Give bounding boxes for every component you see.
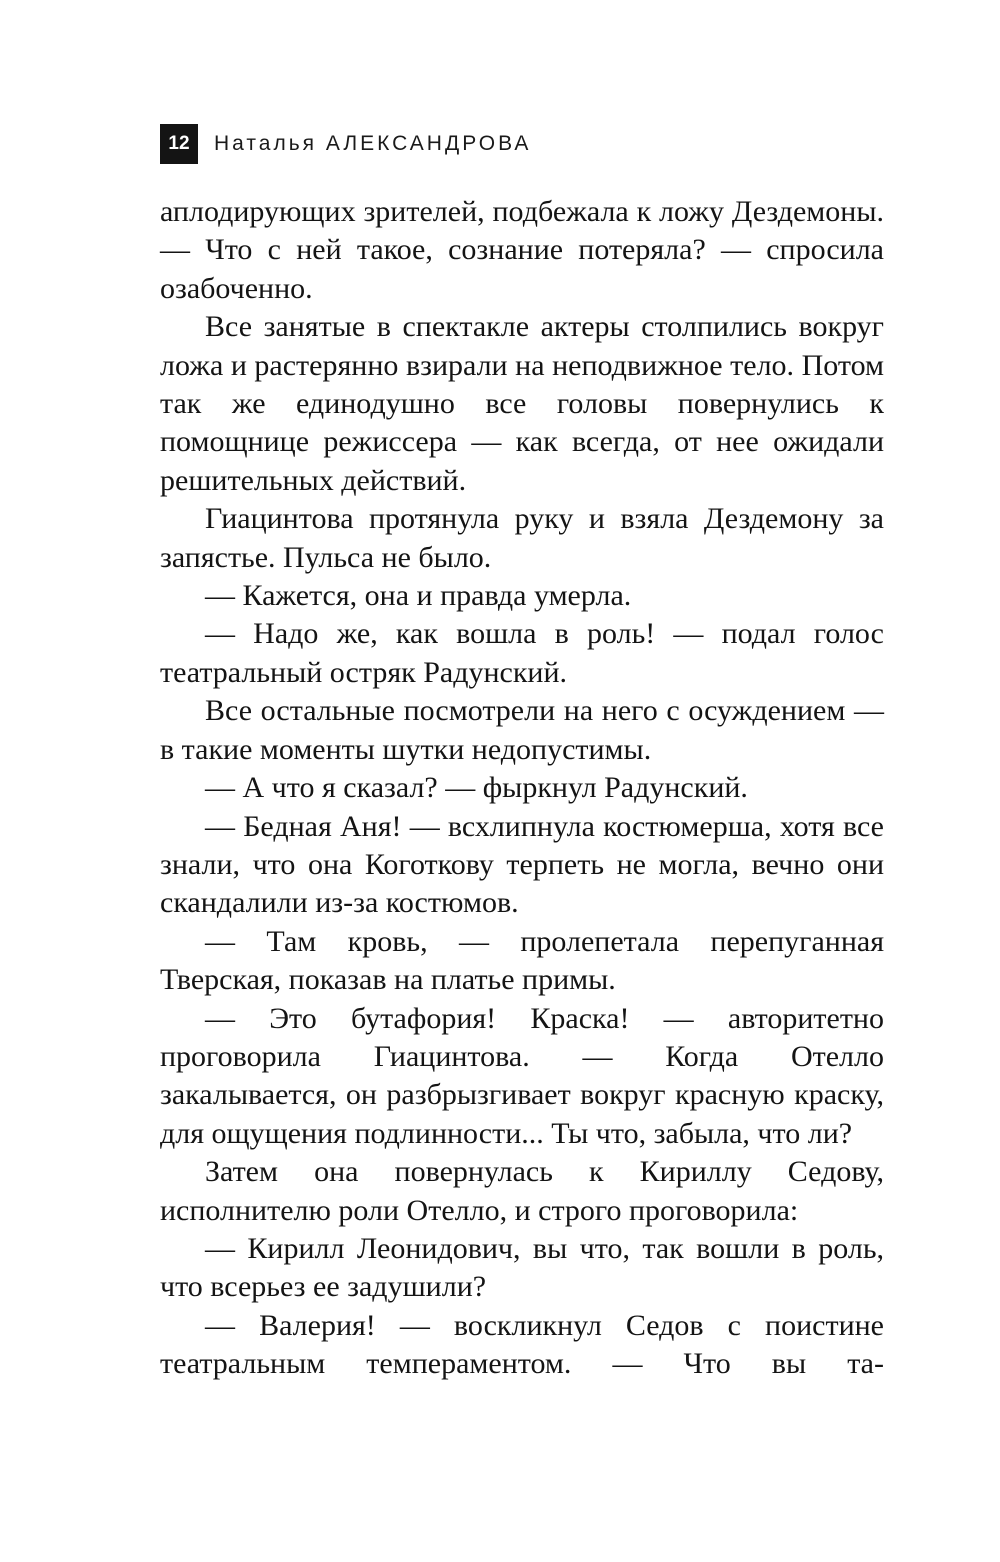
running-head-author: Наталья АЛЕКСАНДРОВА bbox=[214, 132, 532, 155]
page-number: 12 bbox=[160, 124, 198, 164]
paragraph: — Кажется, она и правда умерла. bbox=[205, 579, 632, 613]
paragraph: Все остальные посмотрели на него с осуждением — в такие моменты шутки недопустимы. bbox=[160, 694, 884, 766]
paragraph: — Кирилл Леонидович, вы что, так вошли в роль, что всерьез ее задушили? bbox=[160, 1231, 884, 1304]
paragraph: — Там кровь, — пролепетала перепуганная Тверская, показав на платье примы. bbox=[160, 924, 884, 997]
running-head bbox=[160, 124, 531, 164]
paragraph: Все занятые в спектакле актеры столпились вокруг ложа и растерянно взирали на неподвижное тело. Потом так же единодушно все головы повернулись к помощнице режиссера — как всегда, от нее ожидали решительных действий. bbox=[160, 310, 884, 497]
paragraph: — Валерия! — воскликнул Седов с поистине театральным темпераментом. — Что вы та- bbox=[160, 1308, 884, 1381]
paragraph: — Это бутафория! Краска! — авторитетно проговорила Гиацинтова. — Когда Отелло закалывается, он разбрызгивает вокруг красную краску, для ощущения подлинности... Ты что, забыла, что ли? bbox=[160, 1001, 884, 1150]
paragraph: Затем она повернулась к Кириллу Седову, исполнителю роли Отелло, и строго проговорила: bbox=[160, 1155, 884, 1227]
paragraph: — Бедная Аня! — всхлипнула костюмерша, хотя все знали, что она Коготкову терпеть не могла, вечно они скандалили из-за костюмов. bbox=[160, 809, 884, 920]
body-text bbox=[160, 193, 884, 1384]
paragraph: аплодирующих зрителей, подбежала к ложу Дездемоны. — Что с ней такое, сознание потеряла? — спросила озабоченно. bbox=[160, 195, 884, 305]
paragraph: Гиацинтова протянула руку и взяла Дездемону за запястье. Пульса не было. bbox=[160, 502, 884, 574]
paragraph: — Надо же, как вошла в роль! — подал голос театральный остряк Радунский. bbox=[160, 617, 884, 689]
paragraph: — А что я сказал? — фыркнул Радунский. bbox=[205, 771, 748, 805]
